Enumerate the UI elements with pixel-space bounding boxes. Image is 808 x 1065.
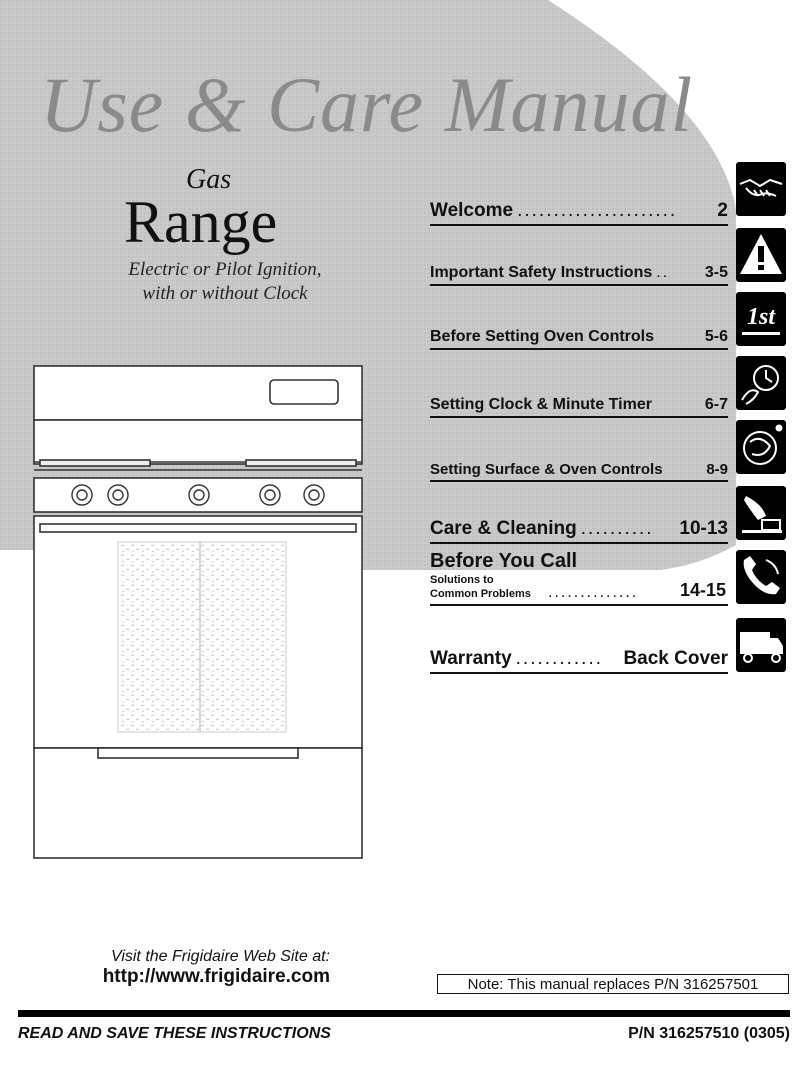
toc-warranty-dots: ............: [515, 648, 604, 669]
toc-warranty[interactable]: [430, 644, 728, 674]
toc-safety-label: Important Safety Instructions: [430, 264, 653, 281]
cleaning-icon: [736, 486, 786, 540]
toc-before-call-sub2: Common Problems: [430, 588, 531, 600]
replacement-note: Note: This manual replaces P/N 316257501: [437, 974, 789, 994]
dial-icon: [736, 420, 786, 474]
handshake-icon: [736, 162, 786, 216]
toc-welcome[interactable]: [430, 196, 728, 226]
toc-before-setting[interactable]: [430, 320, 728, 350]
website-link[interactable]: http://www.frigidaire.com: [102, 966, 330, 987]
range-illustration: [30, 364, 366, 864]
toc-before-call-dots: ..............: [548, 584, 639, 601]
toc-surface-label: Setting Surface & Oven Controls: [430, 461, 663, 478]
toc-before-call[interactable]: [430, 550, 728, 606]
toc-care[interactable]: [430, 514, 728, 544]
read-save-instructions: READ AND SAVE THESE INSTRUCTIONS: [18, 1025, 331, 1042]
toc-before-call-label: Before You Call: [430, 550, 578, 572]
ignition-line-1: Electric or Pilot Ignition,: [128, 259, 322, 280]
ignition-line-2: with or without Clock: [142, 283, 308, 304]
toc-care-label: Care & Cleaning: [430, 518, 577, 539]
toc-before-setting-label: Before Setting Oven Controls: [430, 328, 655, 345]
toc-care-dots: ..........: [580, 518, 654, 539]
toc-welcome-dots: ......................: [517, 200, 678, 221]
ignition-description: [90, 258, 360, 306]
phone-icon: [736, 550, 786, 604]
toc-before-setting-pages: 5-6: [704, 328, 728, 345]
first-icon-text: 1st: [746, 304, 776, 330]
visit-text: Visit the Frigidaire Web Site at:: [110, 948, 330, 965]
product-type: Gas: [186, 164, 232, 195]
truck-icon: [736, 618, 786, 672]
toc-clock-pages: 6-7: [704, 396, 728, 413]
toc-clock-label: Setting Clock & Minute Timer: [430, 396, 652, 413]
toc-warranty-pages: Back Cover: [623, 648, 728, 669]
toc-safety-pages: 3-5: [704, 264, 728, 281]
toc-warranty-label: Warranty: [430, 648, 512, 669]
toc-surface[interactable]: [430, 452, 728, 482]
product-name: Range: [124, 189, 278, 255]
footer-divider: [18, 1010, 790, 1017]
toc-surface-pages: 8-9: [706, 461, 728, 478]
toc-care-pages: 10-13: [679, 518, 728, 539]
toc-before-call-sub1: Solutions to: [430, 574, 494, 586]
toc-safety[interactable]: [430, 256, 728, 286]
part-number: P/N 316257510 (0305): [628, 1025, 790, 1042]
manual-title: Use & Care Manual: [40, 61, 694, 148]
warning-icon: [736, 228, 786, 282]
clock-hands-icon: [736, 356, 786, 410]
toc-before-call-pages: 14-15: [679, 580, 726, 600]
first-icon: [736, 292, 786, 346]
toc-welcome-label: Welcome: [430, 200, 514, 221]
toc-safety-dots: ..: [656, 264, 670, 281]
toc-clock[interactable]: [430, 388, 728, 418]
toc-welcome-pages: 2: [717, 200, 728, 221]
